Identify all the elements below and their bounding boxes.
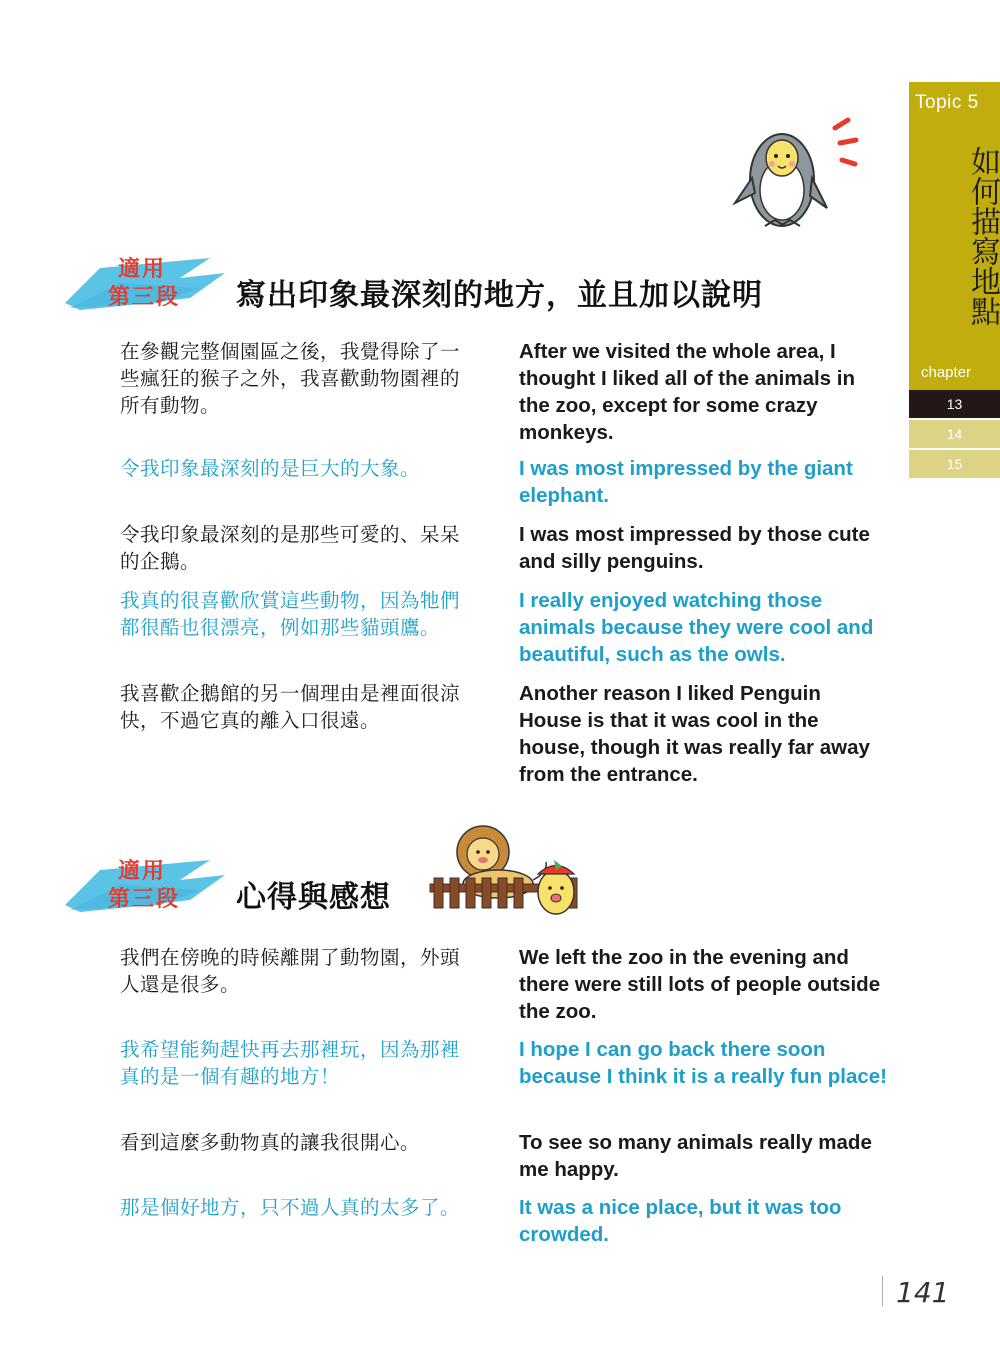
chapter-15-tab[interactable]: 15 <box>909 448 1000 478</box>
chapter-label: chapter <box>921 364 972 381</box>
english-text: Another reason I liked Penguin House is that it was cool in the house, though it was really far away from the entrance. <box>519 682 870 786</box>
section-2-header <box>60 850 820 920</box>
chinese-text: 在參觀完整個園區之後，我覺得除了一些瘋狂的猴子之外，我喜歡動物園裡的所有動物。 <box>120 340 461 417</box>
chapter-header <box>909 352 1000 390</box>
topic-title: 如何描寫地點 <box>965 146 1000 326</box>
chinese-text: 令我印象最深刻的是巨大的大象。 <box>120 457 421 480</box>
chapter-14-tab[interactable]: 14 <box>909 418 1000 448</box>
section-1-header <box>60 248 820 318</box>
page-number: 141 <box>896 1276 950 1309</box>
section-tag-line2: 第三段 <box>108 285 181 310</box>
chinese-text: 我希望能夠趕快再去那裡玩，因為那裡真的是一個有趣的地方！ <box>120 1038 461 1088</box>
chinese-text: 我們在傍晚的時候離開了動物園，外頭人還是很多。 <box>120 946 461 996</box>
english-text: It was a nice place, but it was too crowded. <box>519 1196 842 1246</box>
topic-panel <box>909 82 1000 352</box>
topic-label: Topic 5 <box>915 92 979 113</box>
chapter-side-tab <box>909 82 1000 492</box>
english-text: I was most impressed by those cute and silly penguins. <box>519 523 870 573</box>
english-text: I hope I can go back there soon because I think it is a really fun place! <box>519 1038 887 1088</box>
section-tag-line1: 適用 <box>118 859 167 884</box>
page-number-divider <box>882 1276 883 1306</box>
penguin-illustration <box>730 108 865 238</box>
chinese-text: 那是個好地方，只不過人真的太多了。 <box>120 1196 461 1219</box>
section-tag-line2: 第三段 <box>108 887 181 912</box>
section-title: 寫出印象最深刻的地方，並且加以說明 <box>236 278 763 313</box>
english-text: To see so many animals really made me happy. <box>519 1131 872 1181</box>
section-tag-line1: 適用 <box>118 257 167 282</box>
chinese-text: 看到這麼多動物真的讓我很開心。 <box>120 1131 421 1154</box>
english-text: We left the zoo in the evening and there were still lots of people outside the zoo. <box>519 946 881 1023</box>
english-text: I was most impressed by the giant elephant. <box>519 457 853 507</box>
english-text: I really enjoyed watching those animals because they were cool and beautiful, such as the owls. <box>519 589 874 666</box>
section-title: 心得與感想 <box>236 880 391 915</box>
chinese-text: 我喜歡企鵝館的另一個理由是裡面很涼快，不過它真的離入口很遠。 <box>120 682 461 732</box>
chinese-text: 我真的很喜歡欣賞這些動物，因為牠們都很酷也很漂亮，例如那些貓頭鷹。 <box>120 589 461 639</box>
english-text: After we visited the whole area, I thought I liked all of the animals in the zoo, except for some crazy monkeys. <box>519 340 855 444</box>
chapter-13-tab[interactable]: 13 <box>909 390 1000 418</box>
chinese-text: 令我印象最深刻的是那些可愛的、呆呆的企鵝。 <box>120 523 461 573</box>
